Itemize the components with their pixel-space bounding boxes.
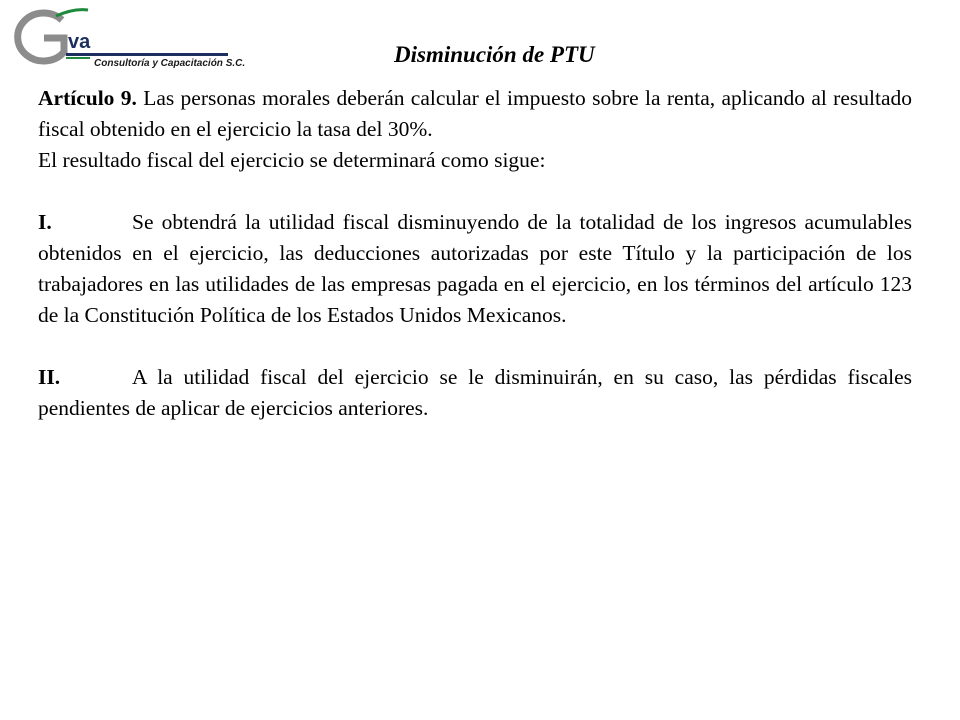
slide-title: Disminución de PTU	[394, 42, 595, 67]
item-1-text: Se obtendrá la utilidad fiscal disminuyendo de la totalidad de los ingresos acumulables obtenidos en el ejercicio, las deducciones autorizadas por este Título y la participación de los trabajadores en las utilidades de las empresas pagada en el ejercicio, en los términos del artículo 123 de la Constitución Política de los Estados Unidos Mexicanos.	[38, 210, 912, 327]
spacer	[38, 176, 912, 207]
item-2	[38, 362, 912, 424]
item-2-text: A la utilidad fiscal del ejercicio se le disminuirán, en su caso, las pérdidas fiscales pendientes de aplicar de ejercicios anteriores.	[38, 365, 912, 420]
logo-va-text: va	[68, 31, 91, 53]
article-paragraph	[38, 83, 912, 145]
spacer	[38, 331, 912, 362]
item-1-numeral: I.	[38, 210, 52, 234]
item-1	[38, 207, 912, 331]
article-label: Artículo 9.	[38, 86, 137, 110]
item-2-numeral: II.	[38, 365, 61, 389]
article-text: Las personas morales deberán calcular el impuesto sobre la renta, aplicando al resultado fiscal obtenido en el ejercicio la tasa del 30%.	[38, 86, 912, 141]
article-content	[38, 83, 912, 424]
article-line-2: El resultado fiscal del ejercicio se determinará como sigue:	[38, 148, 546, 172]
logo-tagline: Consultoría y Capacitación S.C.	[94, 58, 246, 69]
company-logo	[4, 6, 246, 72]
